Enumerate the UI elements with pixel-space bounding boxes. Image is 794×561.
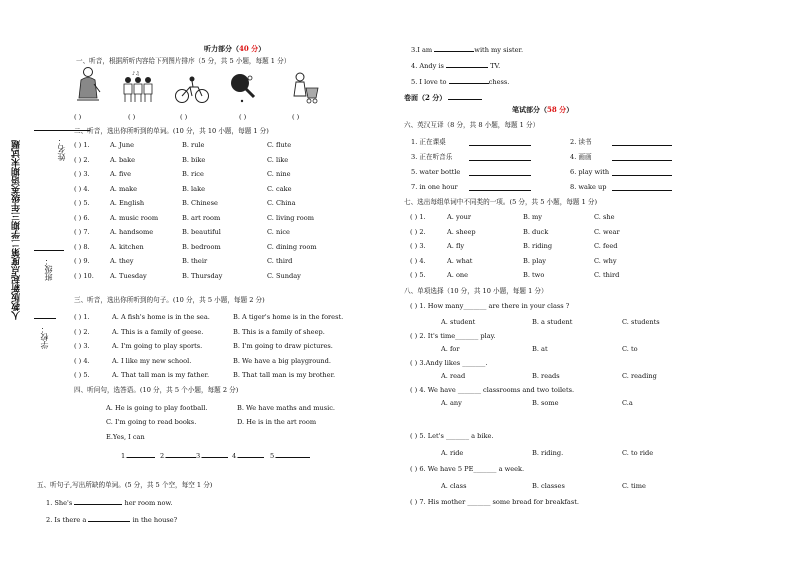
sentence-question-number: ( ) 4. — [74, 356, 90, 365]
picture-blank-4[interactable]: ( ) — [239, 113, 247, 121]
word-option-b[interactable]: B. art room — [182, 213, 221, 222]
picture-blank-5[interactable]: ( ) — [292, 113, 300, 121]
odd-one-option-c[interactable]: C. feed — [594, 242, 618, 250]
word-option-b[interactable]: B. rule — [182, 141, 205, 149]
word-option-a[interactable]: A. bake — [110, 155, 136, 164]
word-question-number: ( ) 9. — [74, 257, 90, 265]
mc-q2-option-a[interactable]: A. for — [441, 345, 460, 353]
word-option-c[interactable]: C. nice — [267, 228, 290, 236]
odd-one-option-a[interactable]: A. one — [447, 271, 469, 279]
answer-blank-5[interactable]: 5. — [270, 450, 310, 460]
word-option-c[interactable]: C. cake — [267, 184, 292, 193]
translate-item-4[interactable]: 4. 画画 — [570, 153, 592, 161]
word-option-c[interactable]: C. Sunday — [267, 271, 301, 280]
fill-sentence-5[interactable]: 5. I love to chess. — [411, 78, 510, 86]
translate-item-2[interactable]: 2. 读书 — [570, 138, 592, 146]
fill-sentence-2[interactable]: 2. Is there a in the house? — [46, 516, 178, 524]
answer-blank-2[interactable]: 2. — [160, 450, 196, 460]
word-option-b[interactable]: B. bike — [182, 155, 206, 164]
sentence-option-b[interactable]: B. This is a family of sheep. — [233, 327, 325, 336]
mc-q5-option-b[interactable]: B. riding. — [532, 449, 564, 457]
mc-q4-option-b[interactable]: B. some — [532, 399, 559, 407]
odd-one-option-a[interactable]: A. fly — [447, 242, 465, 250]
mc-question-2: ( ) 2. It's time_______ play. — [410, 332, 496, 340]
odd-one-option-c[interactable]: C. why — [594, 256, 617, 265]
translate-answer-line[interactable] — [469, 183, 531, 191]
word-question-number: ( ) 5. — [74, 199, 90, 207]
word-question-number: ( ) 10. — [74, 271, 94, 280]
word-option-b[interactable]: B. rice — [182, 170, 204, 178]
sentence-option-a[interactable]: A. I like my new school. — [112, 356, 192, 365]
odd-one-option-b[interactable]: B. play — [523, 256, 547, 265]
mc-question-7: ( ) 7. His mother _______ some bread for breakfast. — [410, 498, 579, 506]
translate-answer-line[interactable] — [612, 153, 672, 161]
word-option-a[interactable]: A. kitchen — [110, 242, 144, 251]
fill-sentence-4[interactable]: 4. Andy is TV. — [411, 62, 501, 70]
picture-grandma — [74, 66, 102, 104]
odd-one-option-b[interactable]: B. my — [523, 213, 543, 221]
word-option-b[interactable]: B. Thursday — [182, 271, 223, 280]
translate-item-7[interactable]: 7. in one hour — [411, 183, 458, 191]
translate-item-5[interactable]: 5. water bottle — [411, 168, 461, 176]
odd-one-question-number: ( ) 1. — [410, 213, 426, 221]
mc-question-5: ( ) 5. Let's _______ a bike. — [410, 432, 494, 440]
sentence-question-number: ( ) 1. — [74, 313, 90, 321]
mc-q6-option-c[interactable]: C. time — [622, 482, 646, 490]
odd-one-question-number: ( ) 2. — [410, 227, 426, 236]
word-question-number: ( ) 4. — [74, 184, 90, 193]
word-option-c[interactable]: C. third — [267, 257, 293, 265]
odd-one-option-a[interactable]: A. sheep — [447, 227, 476, 236]
translate-answer-line[interactable] — [469, 153, 531, 161]
word-option-a[interactable]: A. handsome — [110, 228, 154, 236]
picture-blank-2[interactable]: ( ) — [128, 113, 136, 121]
odd-one-question-number: ( ) 5. — [410, 271, 426, 279]
svg-text:♪♫: ♪♫ — [132, 71, 140, 77]
word-option-a[interactable]: A. June — [110, 141, 134, 149]
word-question-number: ( ) 6. — [74, 213, 90, 222]
side-name-label: 姓名： — [34, 130, 90, 161]
word-option-a[interactable]: A. English — [110, 199, 145, 207]
odd-one-option-b[interactable]: B. duck — [523, 227, 549, 236]
translate-item-8[interactable]: 8. wake up — [570, 183, 607, 191]
mc-question-1: ( ) 1. How many_______ are there in your class ? — [410, 302, 570, 310]
picture-bike-rider — [174, 76, 210, 104]
odd-one-option-a[interactable]: A. your — [447, 213, 472, 221]
mc-q4-option-c[interactable]: C.a — [622, 399, 633, 407]
word-question-number: ( ) 1. — [74, 141, 90, 149]
odd-one-option-b[interactable]: B. riding — [523, 242, 553, 250]
mc-q1-option-b[interactable]: B. a student — [532, 318, 573, 326]
sentence-option-a[interactable]: A. That tall man is my father. — [112, 371, 210, 379]
sentence-option-b[interactable]: B. A tiger's home is in the forest. — [233, 313, 344, 321]
word-option-c[interactable]: C. nine — [267, 170, 291, 178]
word-option-a[interactable]: A. they — [110, 257, 134, 265]
word-option-a[interactable]: A. Tuesday — [110, 271, 147, 280]
word-option-b[interactable]: B. lake — [182, 184, 205, 193]
answer-blank-4[interactable]: 4. — [232, 450, 264, 460]
sentence-option-a[interactable]: A. I'm going to play sports. — [112, 342, 203, 350]
translate-answer-line[interactable] — [612, 138, 672, 146]
word-option-c[interactable]: C. living room — [267, 213, 314, 222]
odd-one-option-b[interactable]: B. two — [523, 271, 545, 279]
picture-children-singing — [122, 70, 154, 104]
mc-question-6: ( ) 6. We have 5 PE_______ a week. — [410, 465, 525, 473]
answer-option-b: B. We have maths and music. — [237, 404, 336, 412]
sentence-option-b[interactable]: B. That tall man is my brother. — [233, 371, 336, 379]
sentence-question-number: ( ) 5. — [74, 371, 90, 379]
section2-title: 二、听音，选出你所听到的单词。(10 分，共 10 小题，每题 1 分) — [74, 127, 269, 135]
word-option-b[interactable]: B. bedroom — [182, 242, 221, 251]
word-option-c[interactable]: C. dining room — [267, 242, 317, 251]
picture-ping-pong-paddle — [228, 72, 264, 104]
translate-answer-line[interactable] — [612, 183, 672, 191]
word-option-b[interactable]: B. their — [182, 257, 208, 265]
sentence-option-a[interactable]: A. This is a family of geese. — [112, 327, 204, 336]
odd-one-option-c[interactable]: C. she — [594, 213, 615, 221]
mc-q4-option-a[interactable]: A. any — [441, 399, 462, 407]
sentence-option-b[interactable]: B. I'm going to draw pictures. — [233, 342, 333, 350]
section6-title: 六、英汉互译（8 分，共 8 小题，每题 1 分） — [404, 121, 540, 129]
picture-person-with-cart — [290, 70, 322, 104]
mc-q2-option-c[interactable]: C. to — [622, 345, 638, 353]
word-option-c[interactable]: C. flute — [267, 141, 292, 149]
section5-title: 五、听句子,写出所缺的单词。(5 分，共 5 个空，每空 1 分) — [37, 481, 213, 489]
word-question-number: ( ) 8. — [74, 242, 90, 251]
word-option-c[interactable]: C. China — [267, 199, 296, 207]
section7-title: 七、选出每组单词中不同类的一项。(5 分，共 5 小题，每题 1 分) — [404, 198, 598, 206]
picture-blank-3[interactable]: ( ) — [180, 113, 188, 121]
sentence-question-number: ( ) 3. — [74, 342, 90, 350]
odd-one-option-a[interactable]: A. what — [447, 256, 473, 265]
section8-title: 八、单项选择（10 分，共 10 小题，每题 1 分） — [404, 287, 548, 295]
word-option-b[interactable]: B. Chinese — [182, 199, 218, 207]
word-option-b[interactable]: B. beautiful — [182, 228, 221, 236]
mc-q3-option-a[interactable]: A. read — [441, 372, 466, 380]
word-option-c[interactable]: C. like — [267, 155, 289, 164]
mc-q5-option-a[interactable]: A. ride — [441, 449, 464, 457]
odd-one-option-c[interactable]: C. wear — [594, 227, 620, 236]
word-option-a[interactable]: A. five — [110, 170, 131, 178]
mc-q2-option-b[interactable]: B. at — [532, 345, 548, 353]
fill-sentence-3[interactable]: 3.I am with my sister. — [411, 46, 524, 54]
word-question-number: ( ) 2. — [74, 155, 90, 164]
mc-q5-option-c[interactable]: C. to ride — [622, 449, 654, 457]
sentence-question-number: ( ) 2. — [74, 327, 90, 336]
mc-question-4: ( ) 4. We have _______ classrooms and two toilets. — [410, 386, 575, 394]
mc-q3-option-b[interactable]: B. reads — [532, 372, 560, 380]
mc-q3-option-c[interactable]: C. reading — [622, 372, 657, 380]
translate-answer-line[interactable] — [469, 138, 531, 146]
answer-option-c: C. I'm going to read books. — [106, 418, 197, 426]
fill-sentence-1[interactable]: 1. She's her room now. — [46, 499, 173, 507]
side-exam-title: 人教版新起点度第二学期三年级英语期末试题 — [12, 140, 22, 320]
sentence-option-b[interactable]: B. We have a big playground. — [233, 356, 331, 365]
answer-option-d: D. He is in the art room — [237, 418, 317, 426]
neatness-score[interactable]: 卷面（2 分） — [404, 92, 482, 102]
answer-option-e: E.Yes, I can — [106, 433, 145, 441]
mc-q1-option-a[interactable]: A. student — [441, 318, 476, 326]
section1-title: 一、听音，根据所听内容给下列图片排序（5 分，共 5 小题，每题 1 分） — [76, 57, 291, 65]
picture-blank-1[interactable]: ( ) — [74, 113, 82, 121]
word-option-a[interactable]: A. music room — [110, 213, 159, 222]
translate-item-3[interactable]: 3. 正在听音乐 — [411, 153, 453, 161]
section4-title: 四、听问句，选答语。(10 分，共 5 个小题，每题 2 分) — [74, 386, 239, 394]
translate-item-1[interactable]: 1. 正在课桌 — [411, 138, 446, 146]
side-class-label: 班级： — [34, 250, 64, 281]
odd-one-question-number: ( ) 3. — [410, 242, 426, 250]
sentence-option-a[interactable]: A. A fish's home is in the sea. — [112, 313, 210, 321]
mc-q6-option-a[interactable]: A. class — [441, 482, 467, 490]
answer-option-a: A. He is going to play football. — [106, 404, 208, 412]
odd-one-option-c[interactable]: C. third — [594, 271, 620, 279]
answer-blank-3[interactable]: 3. — [196, 450, 228, 460]
odd-one-question-number: ( ) 4. — [410, 256, 426, 265]
translate-answer-line[interactable] — [469, 168, 531, 176]
written-title: 笔试部分（58 分） — [512, 105, 574, 114]
translate-answer-line[interactable] — [612, 168, 672, 176]
mc-q6-option-b[interactable]: B. classes — [532, 482, 565, 490]
answer-blank-1[interactable]: 1. — [121, 450, 155, 460]
mc-question-3: ( ) 3.Andy likes _______. — [410, 359, 488, 367]
mc-q1-option-c[interactable]: C. students — [622, 318, 660, 326]
word-option-a[interactable]: A. make — [110, 184, 138, 193]
translate-item-6[interactable]: 6. play with — [570, 168, 610, 176]
word-question-number: ( ) 3. — [74, 170, 90, 178]
word-question-number: ( ) 7. — [74, 228, 90, 236]
section3-title: 三、听音，选出你所听到的句子。(10 分，共 5 小题，每题 2 分) — [74, 296, 265, 304]
listening-title: 听力部分（40 分） — [204, 44, 266, 53]
side-school-label: 学校： — [34, 318, 56, 349]
